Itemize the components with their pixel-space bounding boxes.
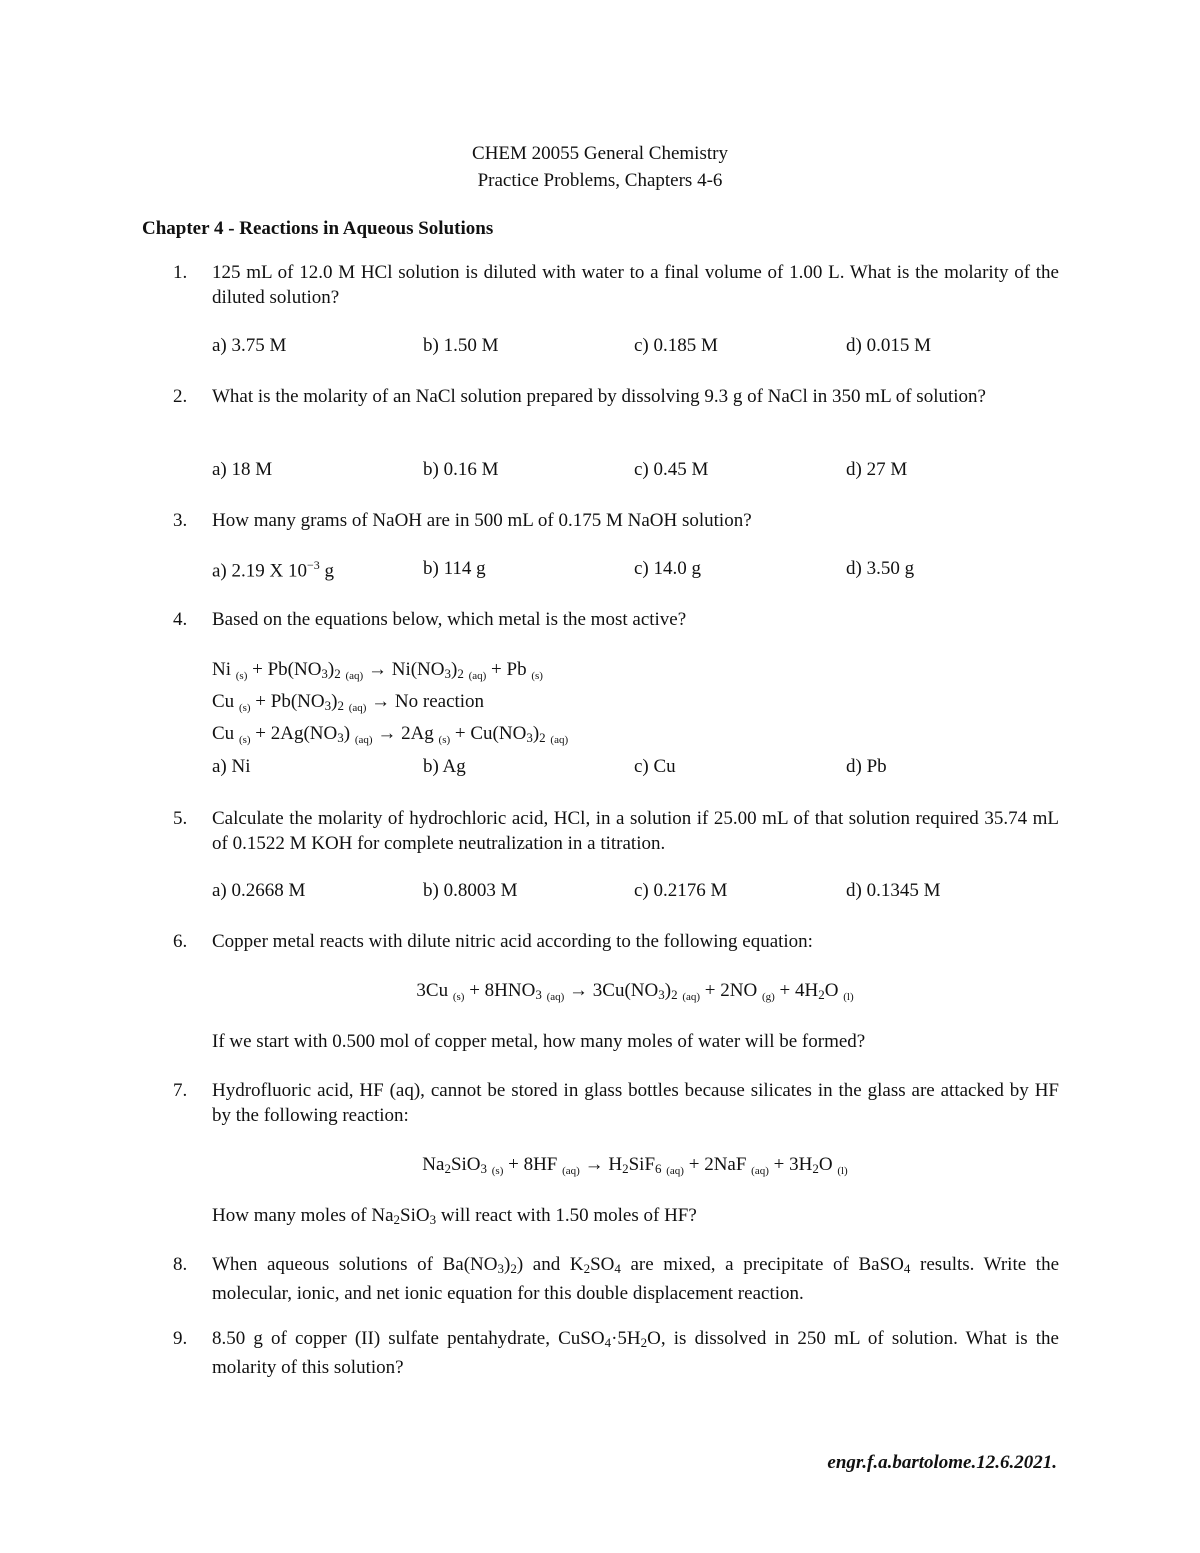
question-text: How many grams of NaOH are in 500 mL of 0.175 M NaOH solution? [212, 510, 752, 531]
choice-c: c) 0.185 M [634, 335, 718, 356]
reaction-equation-copper: 3Cu $_{(s)} + 8HNO_3$ $_{(aq)} \to 3Cu(NO_3)_2$ $_{(aq)}$ + 2NO $_{(g)} + 4H_2O$ $_{(l)}$ [416, 980, 854, 1003]
choice-c: c) 0.45 M [634, 459, 709, 480]
choice-b: b) 1.50 M [423, 335, 499, 356]
question-5 [173, 806, 1059, 856]
answer-choices [212, 459, 1072, 485]
answer-choices [212, 880, 1072, 906]
question-text: 8.50 g of copper (II) sulfate pentahydrate, $CuSO_4\cdot 5H_2O$, is dissolved in 250 mL of solution. What is the molarity of this solution? [212, 1328, 1059, 1378]
choice-b: b) 0.16 M [423, 459, 499, 480]
question-6 [173, 929, 1059, 954]
question-9 [173, 1326, 1059, 1380]
choice-b: b) 0.8003 M [423, 880, 518, 901]
document-subtitle: Practice Problems, Chapters 4-6 [477, 170, 723, 191]
answer-choices [212, 756, 1072, 782]
question-text: Based on the equations below, which metal is the most active? [212, 609, 687, 630]
question-6-followup: If we start with 0.500 mol of copper metal, how many moles of water will be formed? [212, 1031, 866, 1052]
choice-c: c) 14.0 g [634, 558, 702, 579]
reaction-equation-silicate: $Na_2SiO_3$ $_{(s)}$ + 8HF $_{(aq)} \to H_2SiF_6$ $_{(aq)}$ + 2NaF $_{(aq)} + 3H_2O$ $_{(l)}$ [422, 1154, 848, 1177]
question-number: 8. [173, 1254, 188, 1275]
choice-d: d) 0.1345 M [846, 880, 941, 901]
question-text: What is the molarity of an NaCl solution prepared by dissolving 9.3 g of NaCl in 350 mL of solution? [212, 386, 986, 407]
question-number: 9. [173, 1328, 188, 1349]
choice-c: c) 0.2176 M [634, 880, 728, 901]
choice-a: a) 3.75 M [212, 335, 287, 356]
reaction-equations [212, 657, 568, 753]
choice-d: d) Pb [846, 756, 887, 777]
question-7-followup: How many moles of $Na_2SiO_3$ will react with 1.50 moles of HF? [212, 1205, 697, 1227]
question-number: 2. [173, 386, 188, 407]
question-text: Copper metal reacts with dilute nitric acid according to the following equation: [212, 931, 813, 952]
question-number: 7. [173, 1080, 188, 1101]
question-number: 6. [173, 931, 188, 952]
choice-a: a) 2.19 X $10^{-3}$ g [212, 558, 335, 582]
course-title: CHEM 20055 General Chemistry [472, 143, 728, 164]
choice-a: a) 0.2668 M [212, 880, 306, 901]
choice-d: d) 3.50 g [846, 558, 915, 579]
author-footer: engr.f.a.bartolome.12.6.2021. [827, 1452, 1057, 1473]
choice-b: b) 114 g [423, 558, 486, 579]
question-2 [173, 384, 1059, 409]
question-text: When aqueous solutions of $Ba(NO_3)_2$) and $K_2SO_4$ are mixed, a precipitate of BaSO$_4$ results. Write the molecular, ionic, and net ionic equation for this double displacement reaction. [212, 1254, 1060, 1304]
choice-d: d) 27 M [846, 459, 908, 480]
choice-a: a) 18 M [212, 459, 273, 480]
equation-1: Ni $_{(s)} + Pb(NO_3)_2$ $_{(aq)} \to Ni(NO_3)_2$ $_{(aq)}$ + Pb $_{(s)}$ [212, 659, 543, 682]
question-text: Hydrofluoric acid, HF (aq), cannot be stored in glass bottles because silicates in the glass are attacked by HF by the following reaction: [212, 1080, 1059, 1126]
equation-3: Cu $_{(s)} + 2Ag(NO_3) _{(aq)} \to 2Ag$ $_{(s)} + Cu(NO_3)_2$ $_{(aq)}$ [212, 723, 569, 746]
choice-c: c) Cu [634, 756, 676, 777]
question-text: Calculate the molarity of hydrochloric acid, HCl, in a solution if 25.00 mL of that solution required 35.74 mL of 0.1522 M KOH for complete neutralization in a titration. [212, 808, 1059, 854]
question-1 [173, 260, 1059, 310]
question-3 [173, 508, 1059, 533]
question-number: 3. [173, 510, 188, 531]
equation-2: Cu $_{(s)} + Pb(NO_3)_2$ $_{(aq)}$ → No reaction [212, 691, 485, 714]
chapter-heading: Chapter 4 - Reactions in Aqueous Solutions [142, 218, 494, 239]
choice-b: b) Ag [423, 756, 466, 777]
question-4 [173, 607, 1059, 632]
choice-a: a) Ni [212, 756, 251, 777]
answer-choices [212, 335, 1072, 361]
answer-choices [212, 558, 1072, 584]
question-number: 4. [173, 609, 188, 630]
question-8 [173, 1252, 1059, 1306]
question-number: 5. [173, 808, 188, 829]
question-text: 125 mL of 12.0 M HCl solution is diluted with water to a final volume of 1.00 L. What is the molarity of the diluted solution? [212, 262, 1059, 308]
question-7 [173, 1078, 1059, 1128]
question-number: 1. [173, 262, 188, 283]
choice-d: d) 0.015 M [846, 335, 931, 356]
